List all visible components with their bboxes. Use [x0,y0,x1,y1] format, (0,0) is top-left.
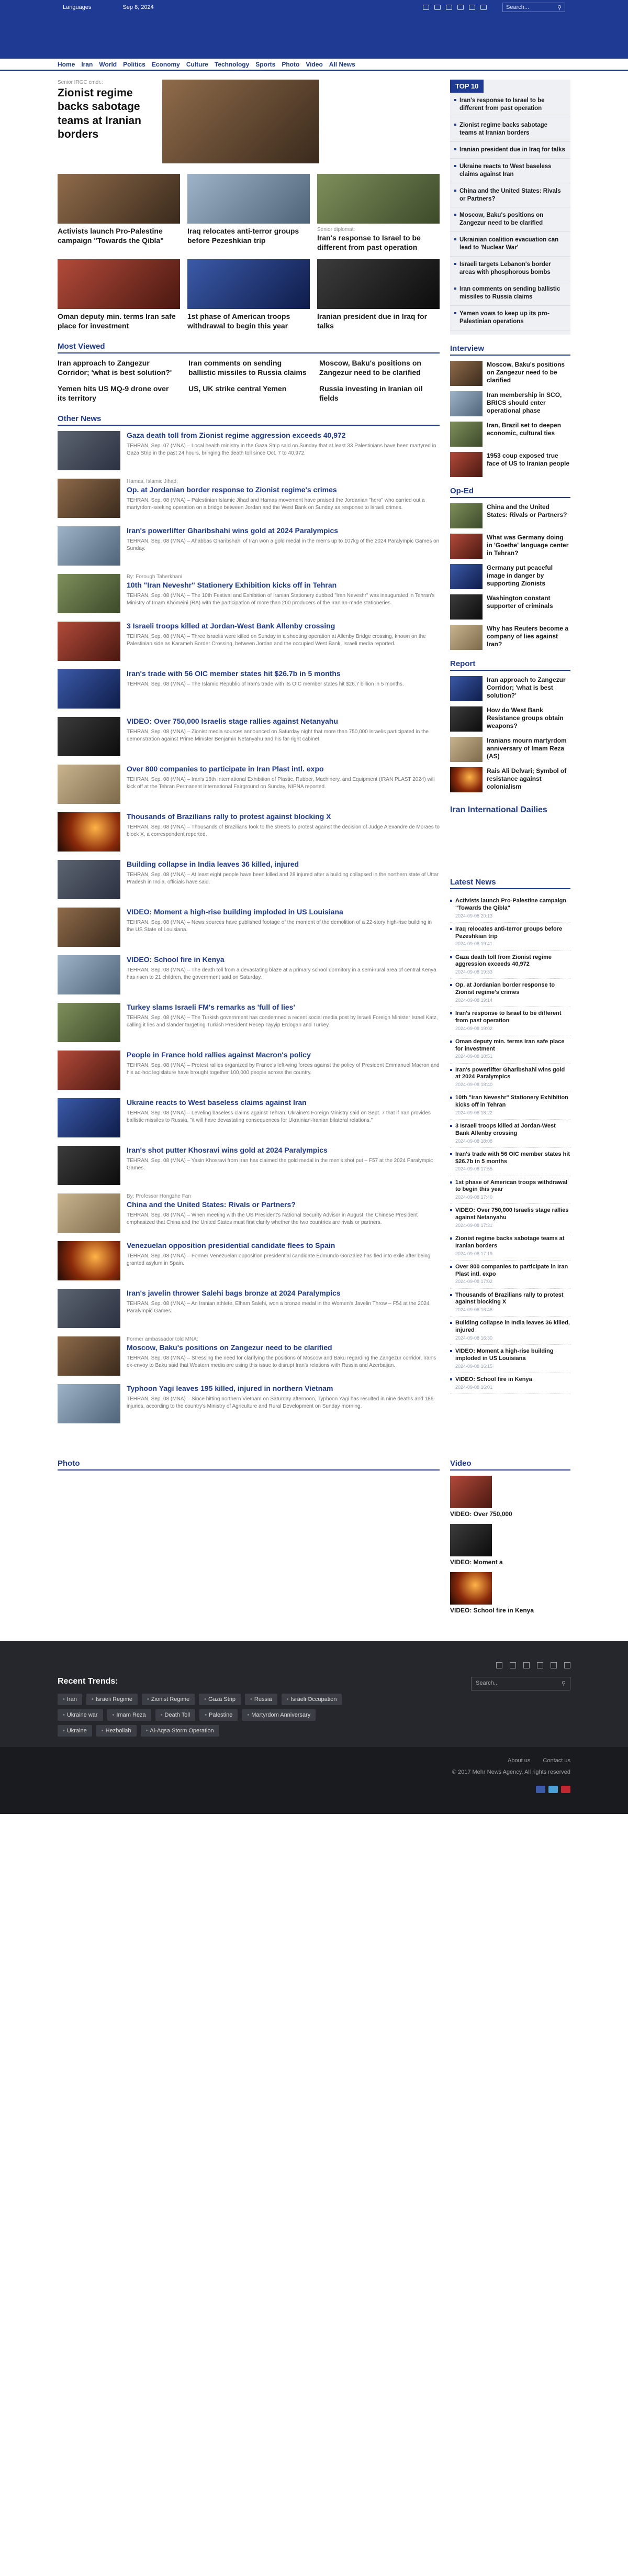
latest-item[interactable]: Gaza death toll from Zionist regime aggression exceeds 40,972 2024-09-08 19:33 [450,951,570,979]
side-thumb[interactable] [450,422,483,447]
news-image[interactable] [58,1003,120,1042]
side-title[interactable]: Iran approach to Zangezur Corridor; 'what is best solution?' [487,676,566,699]
side-title[interactable]: How do West Bank Resistance groups obtain weapons? [487,706,564,729]
top10-item[interactable]: Iran comments on sending ballistic missiles to Russia claims [450,281,570,306]
latest-date: 2024-09-08 17:19 [455,1251,493,1256]
most-viewed-item[interactable]: US, UK strike central Yemen [188,384,287,393]
news-summary: TEHRAN, Sep. 08 (MNA) – The 10th Festival and Exhibition of Iranian Stationery dubbed "Iran Neveshr" was inaugurated in Tehran's Ministry of Imam Khomeini (RA) with the participation of more than 200 producers of the Iranian-made stationeries. [127,592,435,606]
top-stories-grid [58,174,440,330]
news-summary: TEHRAN, Sep. 08 (MNA) – The Turkish government has condemned a recent social media post by Israeli Foreign Minister Israel Katz, calling it lies and slander targeting Turkish President Recep Tayyip Erdogan and Turkey. [127,1014,438,1028]
trend-tag[interactable]: • Iran [58,1694,82,1705]
news-item[interactable] [58,1098,440,1137]
side-item[interactable] [450,767,570,792]
latest-item[interactable]: Oman deputy min. terms Iran safe place for investment 2024-09-08 18:51 [450,1035,570,1064]
latest-item[interactable]: VIDEO: Over 750,000 Israelis stage rallies against Netanyahu 2024-09-08 17:31 [450,1204,570,1232]
news-summary: TEHRAN, Sep. 08 (MNA) – An Iranian athlete, Elham Salehi, won a bronze medal in the Women's Javelin Throw – F54 at the 2024 Paralympic Games. [127,1300,430,1314]
most-viewed-item[interactable]: Moscow, Baku's positions on Zangezur need to be clarified [319,359,421,377]
nav-item[interactable]: Technology [214,60,250,68]
news-image[interactable] [58,812,120,852]
news-item[interactable] [58,1241,440,1280]
sidebar [450,71,570,1432]
nav-item[interactable]: Photo [282,60,300,68]
youtube-icon[interactable] [551,1662,557,1668]
news-image[interactable] [58,1384,120,1423]
news-title[interactable]: Turkey slams Israeli FM's remarks as 'full of lies' [127,1003,295,1011]
story-title[interactable]: Activists launch Pro-Palestine campaign "Towards the Qibla" [58,227,164,245]
news-summary: TEHRAN, Sep. 08 (MNA) – Thousands of Brazilians took to the streets to protest against the decision of Judge Alexandre de Moraes to block X, a correspondent reported. [127,824,440,837]
nav-item[interactable]: Video [306,60,323,68]
news-title[interactable]: Building collapse in India leaves 36 killed, injured [127,860,299,868]
latest-item[interactable]: VIDEO: Moment a high-rise building imploded in US Louisiana 2024-09-08 16:15 [450,1345,570,1373]
facebook-icon[interactable] [564,1662,570,1668]
report-title: Report [450,659,570,671]
story-kicker: Senior diplomat: [317,227,355,233]
twitter-icon[interactable] [434,5,441,10]
trend-tag[interactable]: • Hezbollah [96,1725,137,1737]
story-image[interactable] [187,259,310,309]
video-title: Video [450,1459,570,1471]
news-title[interactable]: People in France hold rallies against Macron's policy [127,1051,311,1059]
facebook-icon[interactable] [480,5,487,10]
news-image[interactable] [58,479,120,518]
news-image[interactable] [58,1289,120,1328]
news-image[interactable] [58,908,120,947]
rss-icon[interactable] [537,1662,543,1668]
side-item[interactable] [450,503,570,528]
news-item[interactable] [58,526,440,566]
trend-tag[interactable]: • Gaza Strip [199,1694,241,1705]
video-title[interactable]: VIDEO: Moment a [450,1558,503,1566]
news-image[interactable] [58,1336,120,1376]
latest-item[interactable]: Iraq relocates anti-terror groups before Pezeshkian trip 2024-09-08 19:41 [450,923,570,951]
photo-title: Photo [58,1459,440,1471]
trend-tag[interactable]: • Ukraine [58,1725,92,1737]
top10-item[interactable]: Moscow, Baku's positions on Zangezur need to be clarified [450,207,570,232]
news-item[interactable] [58,765,440,804]
video-item[interactable] [450,1572,570,1614]
latest-item[interactable]: Iran's trade with 56 OIC member states hit $26.7b in 5 months 2024-09-08 17:55 [450,1148,570,1176]
news-summary: TEHRAN, Sep. 08 (MNA) – Iran's 18th International Exhibition of Plastic, Rubber, Machinery, and Equipment (IRAN PLAST 2024) will kick off at the Tehran Permanent International Fairground on Sunday, NIPNA reported. [127,776,435,790]
latest-date: 2024-09-08 17:31 [455,1222,493,1228]
news-item[interactable] [58,812,440,852]
trend-tag[interactable]: • Russia [245,1694,277,1705]
latest-date: 2024-09-08 18:08 [455,1138,493,1144]
side-thumb[interactable] [450,534,483,559]
news-image[interactable] [58,765,120,804]
copyright: © 2017 Mehr News Agency. All rights reserved [452,1769,570,1775]
nav-item[interactable]: Culture [186,60,208,68]
top10-item[interactable]: China and the United States: Rivals or Partners? [450,183,570,208]
latest-date: 2024-09-08 16:48 [455,1307,493,1312]
news-title[interactable]: 10th "Iran Neveshr" Stationery Exhibition kicks off in Tehran [127,581,337,589]
news-summary: TEHRAN, Sep. 08 (MNA) – Protest rallies organized by France's left-wing forces against the policy of President Emmanuel Macron and his ad-hoc legislature have brought together 100,000 people across the country. [127,1062,440,1076]
story-card[interactable] [58,259,180,330]
news-item[interactable] [58,431,440,470]
lead-title[interactable]: Zionist regime backs sabotage teams at Iranian borders [58,87,141,140]
app-badges [58,1786,570,1793]
side-title[interactable]: 1953 coup exposed true face of US to Iranian people [487,451,570,467]
story-card[interactable] [317,259,440,330]
news-title[interactable]: VIDEO: School fire in Kenya [127,955,225,964]
side-item[interactable] [450,422,570,447]
video-thumb[interactable] [450,1524,492,1556]
side-thumb[interactable] [450,767,483,792]
footer-search-input[interactable]: Search... ⚲ [471,1677,570,1690]
news-title[interactable]: Moscow, Baku's positions on Zangezur need to be clarified [127,1343,332,1352]
latest-date: 2024-09-08 16:30 [455,1335,493,1341]
side-title[interactable]: Germany put peaceful image in danger by supporting Zionists [487,563,553,587]
story-title[interactable]: Iraq relocates anti-terror groups before Pezeshkian trip [187,227,299,245]
story-image[interactable] [317,174,440,224]
latest-date: 2024-09-08 19:41 [455,941,493,947]
top10-item[interactable]: Israeli targets Lebanon's border areas with phosphorous bombs [450,257,570,281]
instagram-icon[interactable] [496,1662,502,1668]
side-item[interactable] [450,391,570,416]
latest-item[interactable]: 1st phase of American troops withdrawal to begin this year 2024-09-08 17:40 [450,1176,570,1204]
trend-tag[interactable]: • Ukraine war [58,1709,103,1721]
nav-item[interactable]: Sports [255,60,276,68]
news-item[interactable] [58,955,440,994]
news-summary: TEHRAN, Sep. 08 (MNA) – News sources have published footage of the moment of the demolition of a 22-story high-rise building in the US State of Louisiana. [127,919,432,933]
news-summary: TEHRAN, Sep. 08 (MNA) – Zionist media sources announced on Saturday night that more than 750,000 Israelis participated in the demonstration against Prime Minister Benjamin Netanyahu and his far-right cabinet. [127,728,429,742]
side-item[interactable] [450,534,570,559]
social-icons [423,5,487,10]
news-image[interactable] [58,955,120,994]
news-summary: TEHRAN, Sep. 08 (MNA) – The death toll from a devastating blaze at a primary school dormitory in a semi-rural area of central Kenya has risen to 21 children, the government said on Saturday. [127,967,436,980]
news-item[interactable] [58,1051,440,1090]
news-item[interactable] [58,1003,440,1042]
news-title[interactable]: Ukraine reacts to West baseless claims against Iran [127,1098,307,1107]
latest-date: 2024-09-08 16:15 [455,1363,493,1369]
side-item[interactable] [450,564,570,589]
side-thumb[interactable] [450,564,483,589]
footer [0,1641,628,1747]
bottom-bar [0,1747,628,1814]
lead-image[interactable] [162,80,319,163]
news-title[interactable]: Venezuelan opposition presidential candidate flees to Spain [127,1241,335,1250]
news-title[interactable]: China and the United States: Rivals or Partners? [127,1200,296,1209]
latest-date: 2024-09-08 19:33 [455,969,493,975]
news-image[interactable] [58,1051,120,1090]
side-title[interactable]: Iran, Brazil set to deepen economic, cultural ties [487,421,562,437]
news-title[interactable]: Gaza death toll from Zionist regime aggression exceeds 40,972 [127,431,346,439]
news-summary: TEHRAN, Sep. 08 (MNA) – The Islamic Republic of Iran's trade with its OIC member states hit $26.7 billion in 5 months. [127,681,404,687]
news-item[interactable] [58,669,440,709]
news-title[interactable]: Iran's powerlifter Gharibshahi wins gold at 2024 Paralympics [127,526,339,535]
latest-item[interactable]: Activists launch Pro-Palestine campaign "Towards the Qibla" 2024-09-08 20:13 [450,894,570,923]
app-badge-icon[interactable] [536,1786,545,1793]
side-item[interactable] [450,361,570,386]
trend-tag[interactable]: • Palestine [199,1709,238,1721]
news-summary: TEHRAN, Sep. 08 (MNA) – Leveling baseless claims against Tehran, Ukraine's Foreign Ministry said on Sept. 7 that if Iran provides ballistic missiles to Russia, "it will have devastating consequences for Ukrainian-Iranian bilateral relations." [127,1110,431,1123]
story-card[interactable] [187,259,310,330]
news-summary: TEHRAN, Sep. 08 (MNA) – Three Israelis were killed on Sunday in a shooting operation at Allenby Bridge crossing, known on the Palestinian side as Karameh Border Crossing, between Jordan and the occupied West Bank, Israeli media reported. [127,633,426,647]
news-image[interactable] [58,431,120,470]
news-item[interactable] [58,1193,440,1233]
latest-item[interactable]: Building collapse in India leaves 36 killed, injured 2024-09-08 16:30 [450,1317,570,1345]
latest-item[interactable]: Over 800 companies to participate in Iran Plast intl. expo 2024-09-08 17:02 [450,1261,570,1289]
search-icon[interactable]: ⚲ [561,1681,566,1687]
story-image[interactable] [58,259,180,309]
side-title[interactable]: Iranians mourn martyrdom anniversary of Imam Reza (AS) [487,736,567,760]
news-title[interactable]: Thousands of Brazilians rally to protest against blocking X [127,812,331,821]
trend-tag[interactable]: • Al-Aqsa Storm Operation [141,1725,219,1737]
latest-date: 2024-09-08 19:02 [455,1025,493,1031]
latest-item[interactable]: Iran's response to Israel to be different from past operation 2024-09-08 19:02 [450,1007,570,1035]
side-thumb[interactable] [450,676,483,701]
side-thumb[interactable] [450,391,483,416]
news-summary: TEHRAN, Sep. 08 (MNA) – Stressing the need for clarifying the positions of Moscow and Baku regarding the Zangezur corridor, Iran's ex-envoy to Baku said that Western media are using this issue to disrupt Iran's relations with Russia and Azerbaijan. [127,1355,436,1368]
nav-item[interactable]: Economy [151,60,180,68]
trend-tag[interactable]: • Martyrdom Anniversary [242,1709,316,1721]
top10-item[interactable]: Ukraine reacts to West baseless claims against Iran [450,159,570,183]
top10-item[interactable]: Iranian president due in Iraq for talks [450,142,570,159]
news-title[interactable]: Iran's javelin thrower Salehi bags bronze at 2024 Paralympics [127,1289,341,1297]
news-item[interactable] [58,622,440,661]
news-item[interactable] [58,1336,440,1376]
telegram-icon[interactable] [523,1662,530,1668]
side-thumb[interactable] [450,737,483,762]
news-summary: TEHRAN, Sep. 08 (MNA) – When meeting with the US President's National Security Advisor in August, the Chinese President emphasized that China and the United States must first clarify whether the two countries are rivals or partners. [127,1212,418,1225]
nav-item[interactable]: Home [58,60,75,68]
search-input[interactable]: Search... ⚲ [502,3,565,12]
news-image[interactable] [58,1241,120,1280]
top10-item[interactable]: Ukrainian coalition evacuation can lead to 'Nuclear War' [450,232,570,257]
most-viewed-title: Most Viewed [58,342,440,353]
most-viewed-item[interactable]: Iran comments on sending ballistic missiles to Russia claims [188,359,307,377]
story-card[interactable] [187,174,310,252]
latest-date: 2024-09-08 17:40 [455,1195,493,1200]
trend-tag[interactable]: • Death Toll [155,1709,196,1721]
lead-kicker: Senior IRGC cmdr.: [58,80,103,85]
side-thumb[interactable] [450,706,483,732]
latest-item[interactable]: Op. at Jordanian border response to Zionist regime's crimes 2024-09-08 19:14 [450,979,570,1007]
side-thumb[interactable] [450,452,483,477]
top10-title: TOP 10 [450,80,484,93]
side-item[interactable] [450,706,570,732]
story-image[interactable] [317,259,440,309]
news-summary: TEHRAN, Sep. 07 (MNA) – Local health ministry in the Gaza Strip said on Sunday that at least 33 Palestinians have been martyred in Gaza Strip in the past 24 hours, bringing the death toll since Oct. 7 to 40,972. [127,443,436,456]
video-thumb[interactable] [450,1572,492,1605]
news-title[interactable]: Over 800 companies to participate in Iran Plast intl. expo [127,765,324,773]
news-summary: TEHRAN, Sep. 08 (MNA) – Palestinian Islamic Jihad and Hamas movement have praised the Jordanian "hero" who carried out a martyrdom-seeking operation on a bridge between Jordan and the West Bank on Sunday as response to Israeli crimes. [127,497,425,511]
news-item[interactable] [58,1384,440,1423]
story-card[interactable] [317,174,440,252]
news-title[interactable]: Typhoon Yagi leaves 195 killed, injured in northern Vietnam [127,1384,333,1392]
news-summary: TEHRAN, Sep. 08 (MNA) – At least eight people have been killed and 28 injured after a building collapsed in the northern state of Uttar Pradesh in India, officials have said. [127,871,439,885]
latest-item[interactable]: Thousands of Brazilians rally to protest against blocking X 2024-09-08 16:48 [450,1289,570,1317]
nav-item[interactable]: Iran [81,60,93,68]
trend-tag[interactable]: • Israeli Occupation [282,1694,342,1705]
story-card[interactable] [58,174,180,252]
latest-item[interactable]: 10th "Iran Neveshr" Stationery Exhibition kicks off in Tehran 2024-09-08 18:22 [450,1091,570,1120]
story-title[interactable]: Iran's response to Israel to be different from past operation [317,234,421,251]
most-viewed-item[interactable]: Iran approach to Zangezur Corridor; 'what is best solution?' [58,359,172,377]
top10-item[interactable]: Zionist regime backs sabotage teams at Iranian borders [450,117,570,142]
side-title[interactable]: Moscow, Baku's positions on Zangezur need to be clarified [487,360,565,384]
most-viewed-item[interactable]: Russia investing in Iranian oil fields [319,384,423,402]
news-item[interactable] [58,1146,440,1185]
news-title[interactable]: VIDEO: Moment a high-rise building imploded in US Louisiana [127,908,343,916]
main-column [58,71,440,1432]
video-item[interactable] [450,1476,570,1518]
telegram-icon[interactable] [446,5,452,10]
footer-link[interactable]: About us [507,1757,531,1764]
footer-link[interactable]: Contact us [543,1757,570,1764]
video-thumb[interactable] [450,1476,492,1508]
lead-story[interactable] [58,80,440,163]
latest-item[interactable]: 3 Israeli troops killed at Jordan-West Bank Allenby crossing 2024-09-08 18:08 [450,1120,570,1148]
latest-date: 2024-09-08 18:40 [455,1082,493,1087]
news-image[interactable] [58,526,120,566]
news-summary: TEHRAN, Sep. 08 (MNA) – Ahabbas Gharibshahi of Iran won a gold medal in the men's up to 107kg of the 2024 Paralympic Games on Sunday. [127,538,440,551]
most-viewed-item[interactable]: Yemen hits US MQ-9 drone over its territory [58,384,169,402]
side-item[interactable] [450,676,570,701]
trend-tag[interactable]: • Israeli Regime [86,1694,138,1705]
latest-date: 2024-09-08 18:51 [455,1054,493,1059]
news-item[interactable] [58,1289,440,1328]
latest-news-list [450,894,570,1394]
news-image[interactable] [58,669,120,709]
news-image[interactable] [58,1146,120,1185]
news-image[interactable] [58,1193,120,1233]
nav-item[interactable]: Politics [123,60,145,68]
side-item[interactable] [450,625,570,650]
other-news-list [58,431,440,1423]
app-badge-icon[interactable] [561,1786,570,1793]
top10-box [450,80,570,335]
nav-item[interactable]: World [99,60,117,68]
side-thumb[interactable] [450,594,483,620]
current-date: Sep 8, 2024 [122,4,154,10]
most-viewed-list [58,359,440,403]
rss-icon[interactable] [457,5,464,10]
news-kicker: By: Forough Taherkhani [127,574,182,580]
latest-date: 2024-09-08 17:55 [455,1166,493,1172]
news-title[interactable]: VIDEO: Over 750,000 Israelis stage rallies against Netanyahu [127,717,338,725]
side-title[interactable]: Why has Reuters become a company of lies against Iran? [487,624,569,648]
latest-date: 2024-09-08 19:14 [455,997,493,1003]
news-image[interactable] [58,622,120,661]
latest-item[interactable]: Iran's powerlifter Gharibshahi wins gold at 2024 Paralympics 2024-09-08 18:40 [450,1064,570,1092]
side-thumb[interactable] [450,361,483,386]
video-title[interactable]: VIDEO: School fire in Kenya [450,1607,534,1614]
story-title[interactable]: 1st phase of American troops withdrawal to begin this year [187,312,290,330]
video-item[interactable] [450,1524,570,1566]
news-title[interactable]: Op. at Jordanian border response to Zionist regime's crimes [127,485,337,494]
news-title[interactable]: Iran's shot putter Khosravi wins gold at 2024 Paralympics [127,1146,328,1154]
side-title[interactable]: What was Germany doing in 'Goethe' language center in Tehran? [487,533,569,557]
side-item[interactable] [450,594,570,620]
search-icon[interactable]: ⚲ [557,4,562,11]
latest-date: 2024-09-08 16:01 [455,1384,493,1390]
latest-date: 2024-09-08 18:22 [455,1110,493,1115]
story-title[interactable]: Oman deputy min. terms Iran safe place for investment [58,312,176,330]
news-image[interactable] [58,1098,120,1137]
instagram-icon[interactable] [423,5,429,10]
latest-item[interactable]: VIDEO: School fire in Kenya 2024-09-08 16:01 [450,1373,570,1394]
news-item[interactable] [58,908,440,947]
top10-item[interactable]: Iran's response to Israel to be different from past operation [450,93,570,117]
news-image[interactable] [58,717,120,756]
other-news-title: Other News [58,414,440,426]
story-title[interactable]: Iranian president due in Iraq for talks [317,312,428,330]
oped-title: Op-Ed [450,487,570,498]
news-summary: TEHRAN, Sep. 08 (MNA) – Yasin Khosravi from Iran has claimed the gold medal in the men's shot put – F57 at the 2024 Paralympic Games. [127,1157,433,1171]
latest-item[interactable]: Zionist regime backs sabotage teams at Iranian borders 2024-09-08 17:19 [450,1232,570,1261]
trend-tags [58,1694,351,1737]
youtube-icon[interactable] [469,5,475,10]
news-item[interactable] [58,860,440,899]
top10-item[interactable]: Yemen vows to keep up its pro-Palestinian operations [450,306,570,330]
header-banner [0,15,628,59]
news-kicker: By: Professor Hongzhe Fan [127,1193,191,1199]
news-summary: TEHRAN, Sep. 08 (MNA) – Former Venezuelan opposition presidential candidate Edmundo González has fled into exile after being granted asylum in Spain. [127,1253,431,1266]
recent-trends-title: Recent Trends: [58,1677,118,1686]
latest-news-title: Latest News [450,878,570,889]
side-title[interactable]: China and the United States: Rivals or Partners? [487,503,567,518]
latest-date: 2024-09-08 17:02 [455,1279,493,1285]
trend-tag[interactable]: • Imam Reza [107,1709,151,1721]
video-title[interactable]: VIDEO: Over 750,000 [450,1510,512,1518]
dailies-link[interactable]: Iran International Dailies [450,805,547,814]
languages-link[interactable]: Languages [63,4,92,10]
story-image[interactable] [58,174,180,224]
side-item[interactable] [450,737,570,762]
footer-social-icons [58,1662,570,1668]
interview-title: Interview [450,344,570,356]
side-title[interactable]: Rais Ali Delvari; Symbol of resistance against colonialism [487,767,567,790]
side-title[interactable]: Iran membership in SCO, BRICS should enter operational phase [487,391,562,414]
latest-date: 2024-09-08 20:13 [455,913,493,919]
news-image[interactable] [58,860,120,899]
news-item[interactable] [58,574,440,613]
nav-item[interactable]: All News [329,60,355,68]
twitter-icon[interactable] [510,1662,516,1668]
news-image[interactable] [58,574,120,613]
news-title[interactable]: 3 Israeli troops killed at Jordan-West Bank Allenby crossing [127,622,335,630]
app-badge-icon[interactable] [548,1786,558,1793]
news-item[interactable] [58,479,440,518]
news-item[interactable] [58,717,440,756]
side-title[interactable]: Washington constant supporter of criminals [487,594,553,610]
side-thumb[interactable] [450,625,483,650]
side-thumb[interactable] [450,503,483,528]
story-image[interactable] [187,174,310,224]
main-nav [0,59,628,71]
news-title[interactable]: Iran's trade with 56 OIC member states hit $26.7b in 5 months [127,669,341,678]
side-item[interactable] [450,452,570,477]
top-bar [0,0,628,15]
news-kicker: Former ambassador told MNA: [127,1336,198,1342]
news-kicker: Hamas, Islamic Jihad: [127,479,178,484]
trend-tag[interactable]: • Zionist Regime [142,1694,195,1705]
news-summary: TEHRAN, Sep. 08 (MNA) – Since hitting northern Vietnam on Saturday afternoon, Typhoon Yagi has resulted in nine deaths and 186 injuries, according to the country's Ministry of Agriculture and Rural Development on Sunday morning. [127,1396,434,1409]
